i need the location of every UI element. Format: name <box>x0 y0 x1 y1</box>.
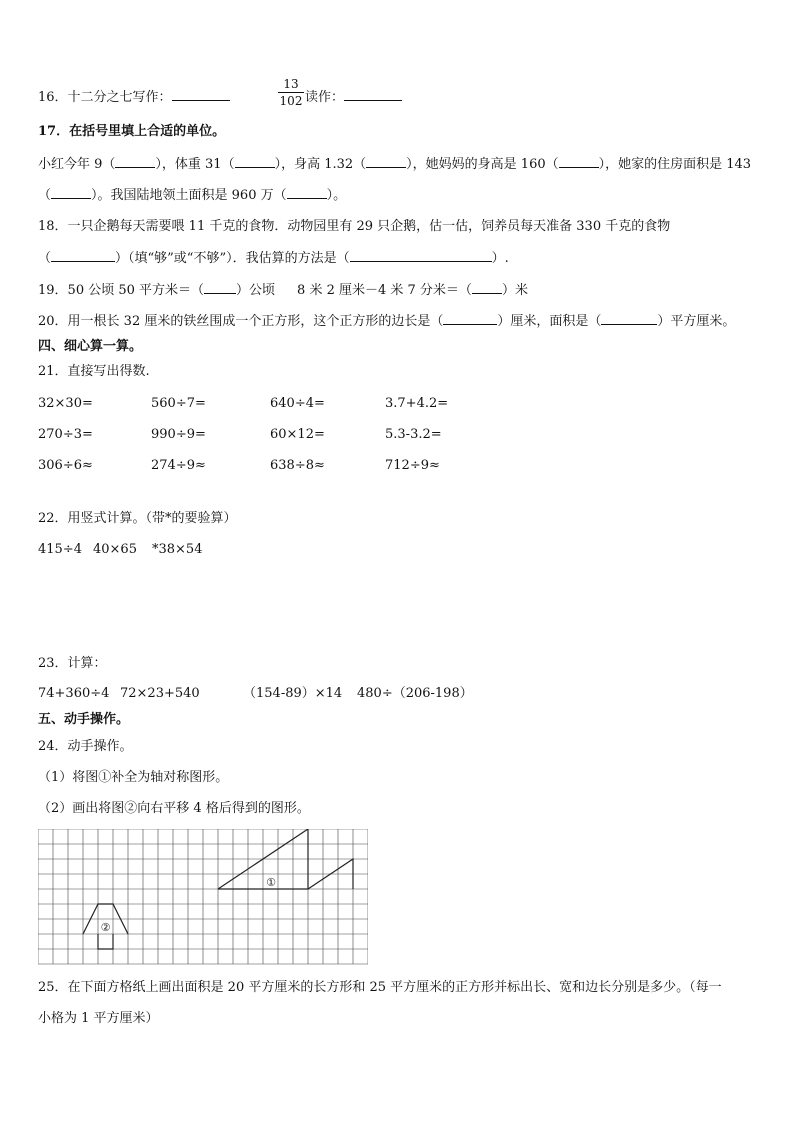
q20-line <box>38 312 735 331</box>
q21-problem: 274÷9≈ <box>151 458 206 473</box>
q16-read-prompt: 读作： <box>305 90 345 105</box>
q23-problem: （154-89）×14 <box>243 686 343 701</box>
q21-problem: 712÷9≈ <box>385 458 440 473</box>
q25-line1: 25．在下面方格纸上画出面积是 20 平方厘米的长方形和 25 平方厘米的正方形并标出长、宽和边长分别是多少。（每一 <box>38 980 722 995</box>
q21-problem: 638÷8≈ <box>270 458 325 473</box>
q17-blank-weight[interactable] <box>235 155 275 168</box>
q24-step2 <box>38 800 310 818</box>
q21-problem: 640÷4= <box>270 396 325 411</box>
q19-text: 19．50 公顷 50 平方米＝（ <box>38 283 205 298</box>
q20-blank-area[interactable] <box>601 312 657 325</box>
q20-text: ）平方厘米。 <box>657 314 736 329</box>
q19-line <box>38 281 528 300</box>
q16-fraction <box>278 76 304 109</box>
section-5-heading: 五、动手操作。 <box>38 712 130 727</box>
q21-problem: 3.7+4.2= <box>385 396 449 411</box>
q21-problem: 60×12= <box>270 427 325 442</box>
q17-text: ），她妈妈的身高是 160（ <box>406 157 559 172</box>
q16-prompt: 16．十二分之七写作： <box>38 90 172 105</box>
q19-blank-hectare[interactable] <box>204 281 236 294</box>
q24-text: （1）将图 <box>38 770 99 785</box>
q21-problem: 560÷7= <box>151 396 206 411</box>
q18-blank-enough[interactable] <box>51 249 115 262</box>
q16-fraction-denominator: 102 <box>279 94 303 108</box>
q18-text: ）（填“够”或“不够”）．我估算的方法是（ <box>115 251 350 266</box>
q21-problem: 5.3-3.2= <box>385 427 442 442</box>
q17-title: 17．在括号里填上合适的单位。 <box>38 124 226 139</box>
q23-problem: 480÷（206-198） <box>357 686 473 701</box>
q16-answer-blank[interactable] <box>172 88 230 101</box>
q24-text: 向右平移 4 格后得到的图形。 <box>137 801 310 816</box>
q22-problem: 40×65 <box>93 542 137 557</box>
q23-problem: 72×23+540 <box>120 686 200 701</box>
q20-blank-side[interactable] <box>443 312 497 325</box>
figure-2-base <box>98 934 113 949</box>
figure-1-label: ① <box>266 876 276 889</box>
figure-1-mark: ① <box>98 770 112 785</box>
q17-blank-age[interactable] <box>115 155 155 168</box>
q21-problem: 270÷3= <box>38 427 93 442</box>
q22-problem: 415÷4 <box>38 542 82 557</box>
q16-read-line <box>305 88 402 107</box>
q19-text: ）公顷 <box>236 283 276 298</box>
q16-read-blank[interactable] <box>344 88 402 101</box>
q18-line1: 18．一只企鹅每天需要喂 11 千克的食物．动物园里有 29 只企鹅，估一估，饲养员每天准备 330 千克的食物 <box>38 219 671 234</box>
q22-problem: *38×54 <box>152 542 203 557</box>
q21-problem: 306÷6≈ <box>38 458 93 473</box>
q24-step1 <box>38 769 228 787</box>
q24-text: （2）画出将图 <box>38 801 125 816</box>
q17-blank-height[interactable] <box>366 155 406 168</box>
q21-problem: 32×30= <box>38 396 93 411</box>
q17-text: 小红今年 9（ <box>38 157 116 172</box>
q17-line1 <box>38 155 751 174</box>
q21-problem: 990÷9= <box>151 427 206 442</box>
q20-text: 20．用一根长 32 厘米的铁丝围成一个正方形，这个正方形的边长是（ <box>38 314 444 329</box>
q16-fraction-numerator: 13 <box>278 76 304 93</box>
q17-text: ）。 <box>326 188 347 203</box>
q19-text: ）米 <box>501 283 528 298</box>
q17-line2 <box>38 186 346 205</box>
q17-text: ）。我国陆地领土面积是 960 万（ <box>91 188 287 203</box>
q19-blank-meter[interactable] <box>472 281 502 294</box>
q17-text: ），她家的住房面积是 143 <box>598 157 752 172</box>
q18-text: （ <box>38 251 52 266</box>
figure-2-mark: ② <box>124 801 138 816</box>
q17-blank-land-area[interactable] <box>287 186 327 199</box>
q17-text: （ <box>38 188 52 203</box>
q21-title: 21．直接写出得数. <box>38 364 150 379</box>
figure-2-label: ② <box>100 921 111 934</box>
q24-title: 24．动手操作。 <box>38 739 133 754</box>
q23-problem: 74+360÷4 <box>38 686 110 701</box>
q24-drawing-grid[interactable] <box>38 829 368 966</box>
q18-line2 <box>38 249 509 268</box>
q20-text: ）厘米，面积是（ <box>497 314 602 329</box>
q17-blank-house-area[interactable] <box>51 186 91 199</box>
q18-blank-method[interactable] <box>350 249 492 262</box>
grid-lines <box>38 829 368 964</box>
section-4-heading: 四、细心算一算。 <box>38 339 143 354</box>
q24-text: 补全为轴对称图形。 <box>111 770 229 785</box>
q19-text: 8 米 2 厘米－4 米 7 分米＝（ <box>297 283 472 298</box>
q17-text: ），体重 31（ <box>155 157 235 172</box>
q23-title: 23．计算： <box>38 656 107 671</box>
q17-text: ），身高 1.32（ <box>274 157 367 172</box>
q16-line <box>38 88 230 107</box>
q18-text: ）. <box>491 251 509 266</box>
q25-line2: 小格为 1 平方厘米） <box>38 1011 159 1026</box>
q22-title: 22．用竖式计算。（带*的要验算） <box>38 511 237 526</box>
q17-blank-mom-height[interactable] <box>559 155 599 168</box>
